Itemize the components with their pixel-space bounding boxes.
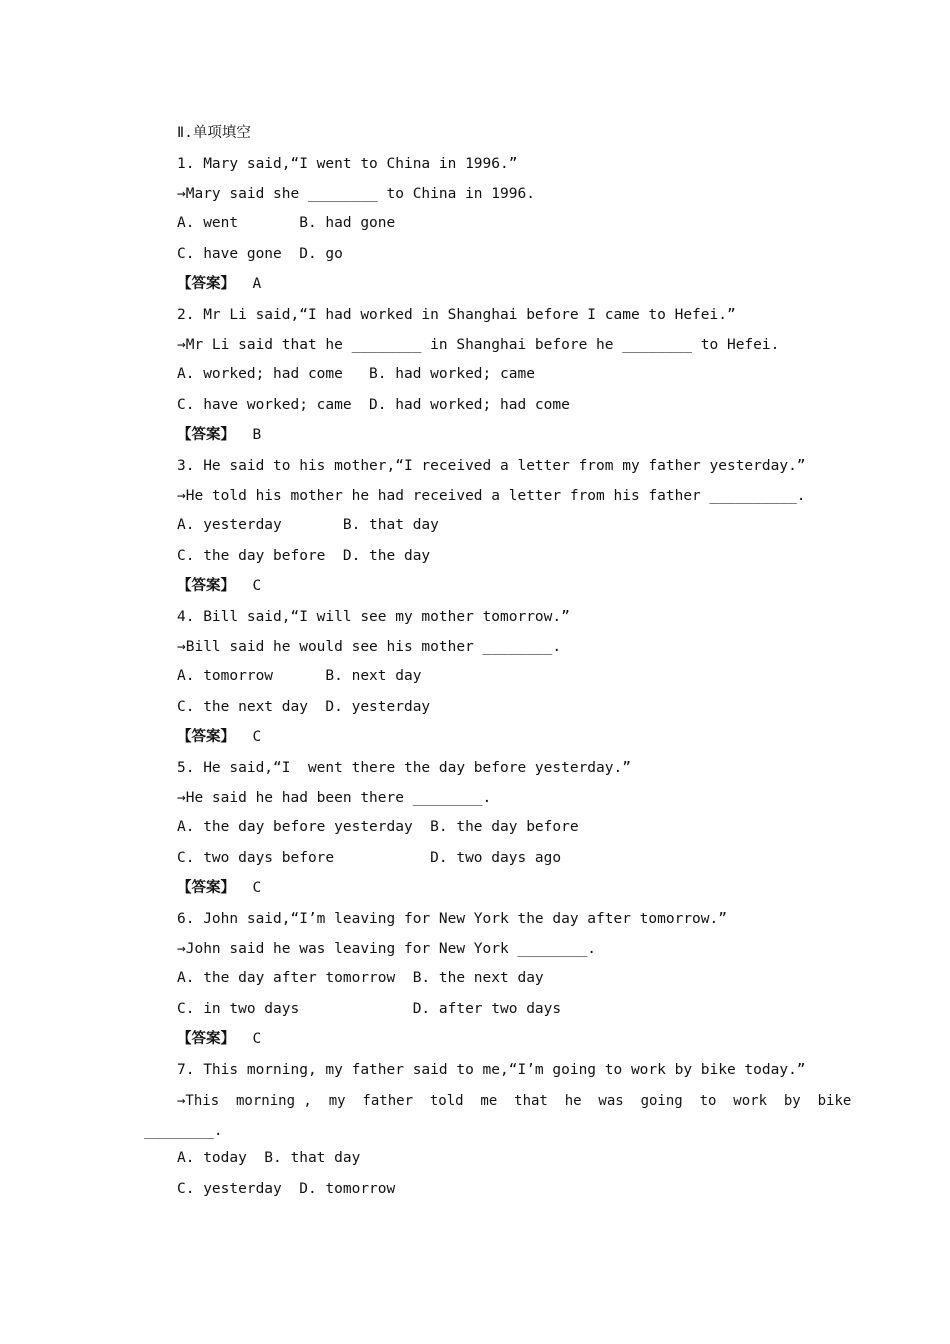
answer-label: 【答案】 xyxy=(177,578,235,594)
answer-label: 【答案】 xyxy=(177,276,235,292)
question-4-options-c-d: C. the next day D. yesterday xyxy=(177,699,431,715)
section-title: Ⅱ.单项填空 xyxy=(177,125,251,141)
question-4-rewrite: →Bill said he would see his mother ________. xyxy=(177,639,562,655)
question-1-stem: 1. Mary said,“I went to China in 1996.” xyxy=(177,156,518,172)
question-2-stem: 2. Mr Li said,“I had worked in Shanghai before I came to Hefei.” xyxy=(177,307,736,323)
answer-label: 【答案】 xyxy=(177,729,235,745)
answer-value: C xyxy=(252,1031,262,1047)
answer-value: C xyxy=(252,880,262,896)
question-7-stem: 7. This morning, my father said to me,“I’m going to work by bike today.” xyxy=(177,1062,806,1078)
question-5-answer xyxy=(177,878,261,898)
question-7-rewrite-line2: ________. xyxy=(144,1123,223,1139)
question-1-options-a-b: A. went B. had gone xyxy=(177,215,396,231)
question-6-rewrite: →John said he was leaving for New York ________. xyxy=(177,941,597,957)
question-2-answer xyxy=(177,425,261,445)
answer-label: 【答案】 xyxy=(177,1031,235,1047)
question-7-options-c-d: C. yesterday D. tomorrow xyxy=(177,1181,396,1197)
question-2-options-a-b: A. worked; had come B. had worked; came xyxy=(177,366,535,382)
question-7-rewrite-line1: →This morning , my father told me that he was going to work by bike xyxy=(177,1093,852,1109)
question-4-answer xyxy=(177,727,261,747)
question-3-answer xyxy=(177,576,261,596)
question-4-options-a-b: A. tomorrow B. next day xyxy=(177,668,422,684)
question-6-options-a-b: A. the day after tomorrow B. the next day xyxy=(177,970,544,986)
question-5-options-c-d: C. two days before D. two days ago xyxy=(177,850,562,866)
question-1-rewrite: →Mary said she ________ to China in 1996. xyxy=(177,186,535,202)
question-3-options-a-b: A. yesterday B. that day xyxy=(177,517,439,533)
answer-value: A xyxy=(252,276,262,292)
question-3-rewrite: →He told his mother he had received a letter from his father __________. xyxy=(177,488,806,504)
question-6-answer xyxy=(177,1029,261,1049)
answer-value: C xyxy=(252,578,262,594)
answer-label: 【答案】 xyxy=(177,880,235,896)
question-3-stem: 3. He said to his mother,“I received a letter from my father yesterday.” xyxy=(177,458,806,474)
question-6-options-c-d: C. in two days D. after two days xyxy=(177,1001,562,1017)
question-5-rewrite: →He said he had been there ________. xyxy=(177,790,492,806)
question-5-options-a-b: A. the day before yesterday B. the day before xyxy=(177,819,579,835)
answer-value: B xyxy=(252,427,262,443)
question-1-options-c-d: C. have gone D. go xyxy=(177,246,343,262)
answer-value: C xyxy=(252,729,262,745)
question-6-stem: 6. John said,“I’m leaving for New York the day after tomorrow.” xyxy=(177,911,727,927)
question-7-options-a-b: A. today B. that day xyxy=(177,1150,361,1166)
question-2-rewrite: →Mr Li said that he ________ in Shanghai before he ________ to Hefei. xyxy=(177,337,780,353)
question-5-stem: 5. He said,“I went there the day before yesterday.” xyxy=(177,760,631,776)
question-3-options-c-d: C. the day before D. the day xyxy=(177,548,431,564)
question-4-stem: 4. Bill said,“I will see my mother tomorrow.” xyxy=(177,609,570,625)
question-1-answer xyxy=(177,274,261,294)
answer-label: 【答案】 xyxy=(177,427,235,443)
question-2-options-c-d: C. have worked; came D. had worked; had come xyxy=(177,397,570,413)
